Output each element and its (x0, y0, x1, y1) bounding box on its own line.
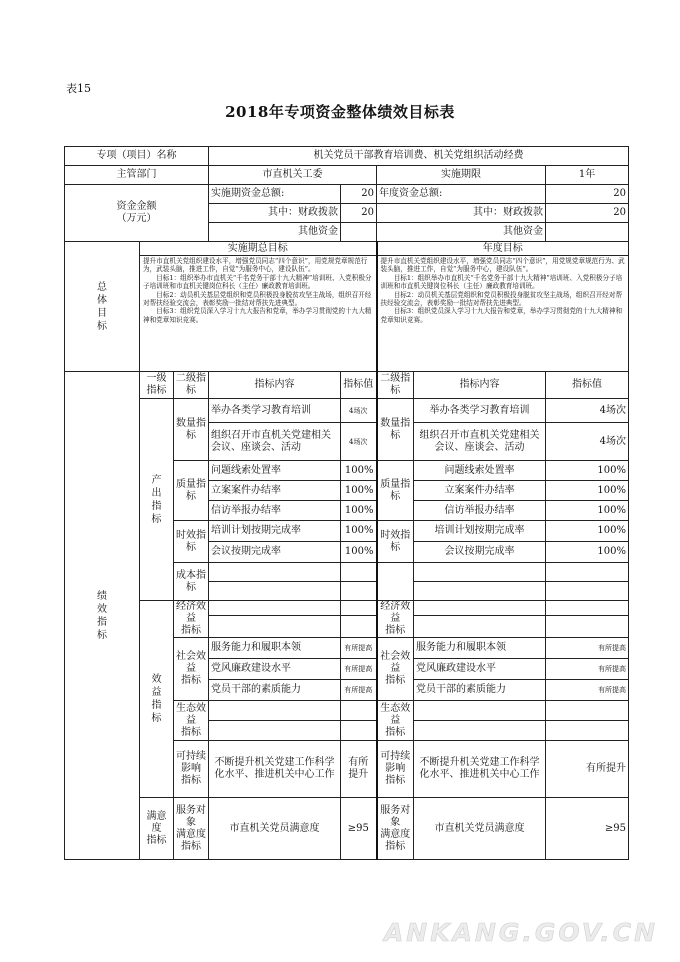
year-other-value (546, 223, 629, 242)
impl-goal-text: 提升市直机关党组织建设水平，增强党员同志“四个意识”，用党规党章规范行为，武装头脑，推进工作，自觉“为服务中心，建设队伍”。 目标1：组织举办市直机关“千名党务干部十九大精神”培训班、入党积极分子培训班和市直机关键岗位科长（主任）廉政教育培训班。 目标2：动员机关基层党组织和党员积极投身脱贫攻坚主战场，组织召开经对帮扶经验交流会，表彰奖励一批结对帮扶先进典型。 目标3：组织党员深入学习十九大报告和党章，举办学习贯彻党的十九大精神和党章知识竞赛。 (140, 256, 377, 372)
timeliness-item-1: 培训计划按期完成率 (209, 521, 341, 542)
social-value-3-year: 有所提高 (546, 680, 629, 701)
sustain-value-year: 有所提升 (546, 741, 629, 798)
dept-label: 主管部门 (65, 166, 209, 185)
sustain-item-year: 不断提升机关党建工作科学化水平、推进机关中心工作 (414, 741, 546, 798)
period-value: 1年 (546, 166, 629, 185)
document-title: 2018年专项资金整体绩效目标表 (225, 103, 455, 121)
timeliness-value-1-year: 100% (546, 521, 629, 542)
quality-value-3-year: 100% (546, 501, 629, 521)
social-value-2: 有所提高 (341, 659, 377, 680)
project-name-value: 机关党员干部教育培训费、机关党组织活动经费 (209, 147, 629, 166)
output-indicator-label: 产 出 指 标 (140, 399, 174, 601)
economic-indicator-label: 经济效 益 指标 (174, 601, 209, 638)
dept-value: 市直机关工委 (209, 166, 377, 185)
eco-indicator-label: 生态效 益 指标 (174, 701, 209, 741)
funds-label: 资金金额 （万元） (65, 185, 209, 242)
col-level2-header: 二级指 标 (174, 372, 209, 399)
site-watermark: ANKANG.GOV.CN (383, 918, 658, 947)
year-goal-text: 提升市直机关党组织建设水平，增强党员同志“四个意识”，用党规党章规范行为、武装头脑，推进工作，自觉“为服务中心，建设队伍”。 目标1：组织举办市直机关“千名党务干部十九大精神”培训班、入党积极分子培训班和市直机关键岗位科长（主任）廉政教育培训班。 目标2：动员机关基层党组织和党员积极投身脱贫攻坚主战场，组织召开经对帮扶经验交流会，表彰奖励一批结对帮扶先进典型。 目标3：组织党员深入学习十九大报告和党章，举办学习贯彻党的十九大精神和党章知识竞赛。 (377, 256, 629, 372)
timeliness-item-2-year: 会议按期完成率 (414, 542, 546, 563)
quality-item-3: 信访举报办结率 (209, 501, 341, 521)
satisfaction-value: ≥95 (341, 798, 377, 860)
social-value-1-year: 有所提高 (546, 638, 629, 659)
sustain-value: 有所 提升 (341, 741, 377, 798)
quantity-value-2-year: 4场次 (546, 423, 629, 461)
impl-other-label: 其他资金 (209, 223, 341, 242)
social-value-1: 有所提高 (341, 638, 377, 659)
performance-label: 绩 效 指 标 (65, 372, 140, 860)
col-level1-header: 一级 指标 (140, 372, 174, 399)
benefit-indicator-label: 效 益 指 标 (140, 601, 174, 798)
year-other-label: 其他资金 (377, 223, 546, 242)
quality-item-2: 立案案件办结率 (209, 481, 341, 501)
timeliness-indicator-label: 时效指 标 (174, 521, 209, 563)
cost-indicator-label: 成本指 标 (174, 563, 209, 601)
timeliness-indicator-label-year: 时效指 标 (377, 521, 414, 563)
cost-indicator-label-year (377, 563, 414, 601)
year-fiscal-value: 20 (546, 204, 629, 223)
sustain-indicator-label: 可持续 影响 指标 (174, 741, 209, 798)
quantity-indicator-label: 数量指 标 (174, 399, 209, 461)
quality-item-1-year: 问题线索处置率 (414, 461, 546, 481)
satisfaction-item-year: 市直机关党员满意度 (414, 798, 546, 860)
col-content-header-year: 指标内容 (414, 372, 546, 399)
project-name-label: 专项（项目）名称 (65, 147, 209, 166)
service-satisfaction-label: 服务对 象 满意度 指标 (174, 798, 209, 860)
social-item-2: 党风廉政建设水平 (209, 659, 341, 680)
social-item-1-year: 服务能力和履职本领 (414, 638, 546, 659)
performance-target-table (64, 146, 629, 860)
year-fiscal-label: 其中：财政拨款 (377, 204, 546, 223)
col-content-header: 指标内容 (209, 372, 341, 399)
impl-goal-header: 实施期总目标 (140, 242, 377, 256)
quality-value-2-year: 100% (546, 481, 629, 501)
col-value-header: 指标值 (341, 372, 377, 399)
quality-item-1: 问题线索处置率 (209, 461, 341, 481)
overall-goal-label: 总 体 目 标 (65, 242, 140, 372)
year-total-value: 20 (546, 185, 629, 204)
economic-indicator-label-year: 经济效 益 指标 (377, 601, 414, 638)
satisfaction-indicator-label: 满意度 指标 (140, 798, 174, 860)
col-level2-header-year: 二级指 标 (377, 372, 414, 399)
quality-indicator-label: 质量指 标 (174, 461, 209, 521)
impl-other-value (341, 223, 377, 242)
impl-fiscal-value: 20 (341, 204, 377, 223)
sustain-indicator-label-year: 可持续 影响 指标 (377, 741, 414, 798)
sustain-item: 不断提升机关党建工作科学化水平、推进机关中心工作 (209, 741, 341, 798)
timeliness-value-2-year: 100% (546, 542, 629, 563)
quality-indicator-label-year: 质量指 标 (377, 461, 414, 521)
col-value-header-year: 指标值 (546, 372, 629, 399)
quality-item-3-year: 信访举报办结率 (414, 501, 546, 521)
social-value-3: 有所提高 (341, 680, 377, 701)
quantity-indicator-label-year: 数量指 标 (377, 399, 414, 461)
quality-value-1-year: 100% (546, 461, 629, 481)
quantity-item-2-year: 组织召开市直机关党建相关会议、座谈会、活动 (414, 423, 546, 461)
service-satisfaction-label-year: 服务对 象 满意度 指标 (377, 798, 414, 860)
social-indicator-label-year: 社会效 益 指标 (377, 638, 414, 701)
quantity-value-1: 4场次 (341, 399, 377, 423)
quantity-item-2: 组织召开市直机关党建相关会议、座谈会、活动 (209, 423, 341, 461)
social-item-3-year: 党员干部的素质能力 (414, 680, 546, 701)
social-value-2-year: 有所提高 (546, 659, 629, 680)
table-number-label: 表15 (66, 82, 91, 95)
quantity-item-1-year: 举办各类学习教育培训 (414, 399, 546, 423)
timeliness-value-1: 100% (341, 521, 377, 542)
quality-value-2: 100% (341, 481, 377, 501)
social-item-1: 服务能力和履职本领 (209, 638, 341, 659)
impl-fiscal-label: 其中：财政拨款 (209, 204, 341, 223)
year-total-label: 年度资金总额: (377, 185, 546, 204)
quality-value-1: 100% (341, 461, 377, 481)
social-item-3: 党员干部的素质能力 (209, 680, 341, 701)
timeliness-item-1-year: 培训计划按期完成率 (414, 521, 546, 542)
eco-indicator-label-year: 生态效 益 指标 (377, 701, 414, 741)
timeliness-value-2: 100% (341, 542, 377, 563)
quality-value-3: 100% (341, 501, 377, 521)
social-item-2-year: 党风廉政建设水平 (414, 659, 546, 680)
timeliness-item-2: 会议按期完成率 (209, 542, 341, 563)
year-goal-header: 年度目标 (377, 242, 629, 256)
quantity-value-2: 4场次 (341, 423, 377, 461)
impl-total-label: 实施期资金总额: (209, 185, 341, 204)
period-label: 实施期限 (377, 166, 546, 185)
quality-item-2-year: 立案案件办结率 (414, 481, 546, 501)
social-indicator-label: 社会效 益 指标 (174, 638, 209, 701)
satisfaction-item: 市直机关党员满意度 (209, 798, 341, 860)
quantity-item-1: 举办各类学习教育培训 (209, 399, 341, 423)
quantity-value-1-year: 4场次 (546, 399, 629, 423)
satisfaction-value-year: ≥95 (546, 798, 629, 860)
impl-total-value: 20 (341, 185, 377, 204)
